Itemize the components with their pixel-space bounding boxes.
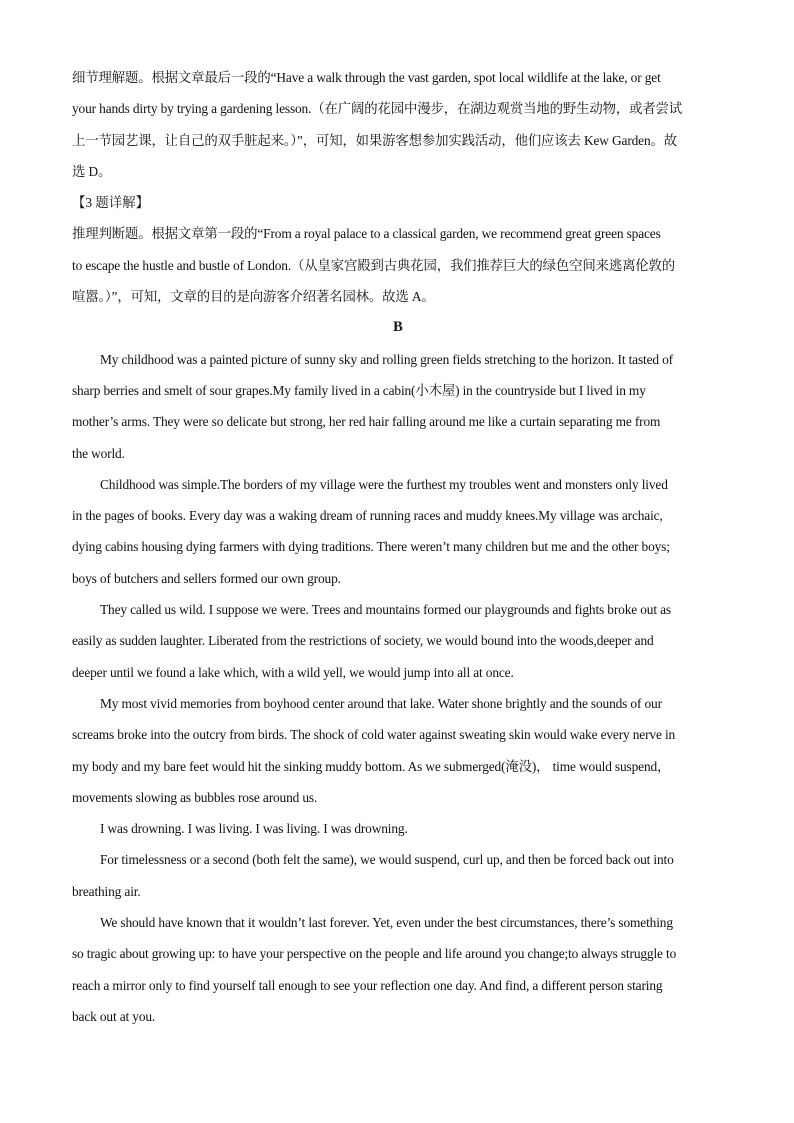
text-line: back out at you. [72, 1008, 156, 1024]
passage-paragraph-7 [72, 907, 724, 1032]
text-line: easily as sudden laughter. Liberated from the restrictions of society, we would bound into the woods,deeper and [72, 633, 654, 649]
text-line: screams broke into the outcry from birds. The shock of cold water against sweating skin would wake every nerve in [72, 727, 676, 743]
text-line: I was drowning. I was living. I was living. I was drowning. [100, 821, 408, 837]
passage-section-letter: B [393, 319, 403, 336]
passage-paragraph-1 [72, 344, 724, 469]
text-line: deeper until we found a lake which, with a wild yell, we would jump into all at once. [72, 664, 514, 680]
text-line: to escape the hustle and bustle of London.（从皇家宫殿到古典花园，我们推荐巨大的绿色空间来逃离伦敦的 [72, 257, 676, 273]
text-line: in the pages of books. Every day was a waking dream of running races and muddy knees.My village was archaic, [72, 508, 663, 524]
passage-paragraph-4 [72, 688, 724, 813]
answer-3-heading: 【3 题详解】 [72, 195, 149, 211]
answer-3-explanation [72, 187, 724, 312]
text-line: mother’s arms. They were so delicate but strong, her red hair falling around me like a curtain separating me from [72, 414, 661, 430]
text-line: movements slowing as bubbles rose around us. [72, 789, 318, 805]
text-line: sharp berries and smelt of sour grapes.My family lived in a cabin(小木屋) in the countryside but I lived in my [72, 382, 646, 398]
text-line: We should have known that it wouldn’t last forever. Yet, even under the best circumstances, there’s something [100, 915, 673, 931]
text-line: reach a mirror only to find yourself tall enough to see your reflection one day. And find, a different person staring [72, 977, 663, 993]
passage-paragraph-3 [72, 594, 724, 688]
text-line: dying cabins housing dying farmers with dying traditions. There weren’t many children but me and the other boys; [72, 539, 670, 555]
document-page [72, 62, 724, 1032]
passage-paragraph-6 [72, 844, 724, 907]
answer-2-explanation [72, 62, 724, 187]
text-line: 推理判断题。根据文章第一段的“From a royal palace to a classical garden, we recommend great green spaces [72, 226, 661, 242]
text-line: My childhood was a painted picture of sunny sky and rolling green fields stretching to the horizon. It tasted of [100, 351, 673, 367]
text-line: My most vivid memories from boyhood center around that lake. Water shone brightly and the sounds of our [100, 695, 662, 711]
text-line: your hands dirty by trying a gardening lesson.（在广阔的花园中漫步，在湖边观赏当地的野生动物，或者尝试 [72, 101, 683, 117]
text-line: 选 D。 [72, 163, 112, 179]
passage-paragraph-2 [72, 469, 724, 594]
text-line: 上一节园艺课，让自己的双手脏起来。）”，可知，如果游客想参加实践活动，他们应该去 Kew Garden。故 [72, 132, 677, 148]
text-line: They called us wild. I suppose we were. Trees and mountains formed our playgrounds and fights broke out as [100, 602, 671, 618]
text-line: Childhood was simple.The borders of my village were the furthest my troubles went and monsters only lived [100, 476, 668, 492]
text-line: the world. [72, 445, 125, 461]
text-line: 喧嚣。）”，可知，文章的目的是向游客介绍著名园林。故选 A。 [72, 289, 435, 305]
text-line: breathing air. [72, 883, 141, 899]
passage-paragraph-5 [72, 813, 724, 844]
text-line: For timelessness or a second (both felt the same), we would suspend, curl up, and then be forced back out into [100, 852, 674, 868]
text-line: so tragic about growing up: to have your perspective on the people and life around you change;to always struggle to [72, 946, 677, 962]
text-line: 细节理解题。根据文章最后一段的“Have a walk through the vast garden, spot local wildlife at the lake, or get [72, 70, 661, 85]
text-line: my body and my bare feet would hit the sinking muddy bottom. As we submerged(淹没)， time would suspend， [72, 758, 671, 774]
text-line: boys of butchers and sellers formed our own group. [72, 570, 341, 586]
